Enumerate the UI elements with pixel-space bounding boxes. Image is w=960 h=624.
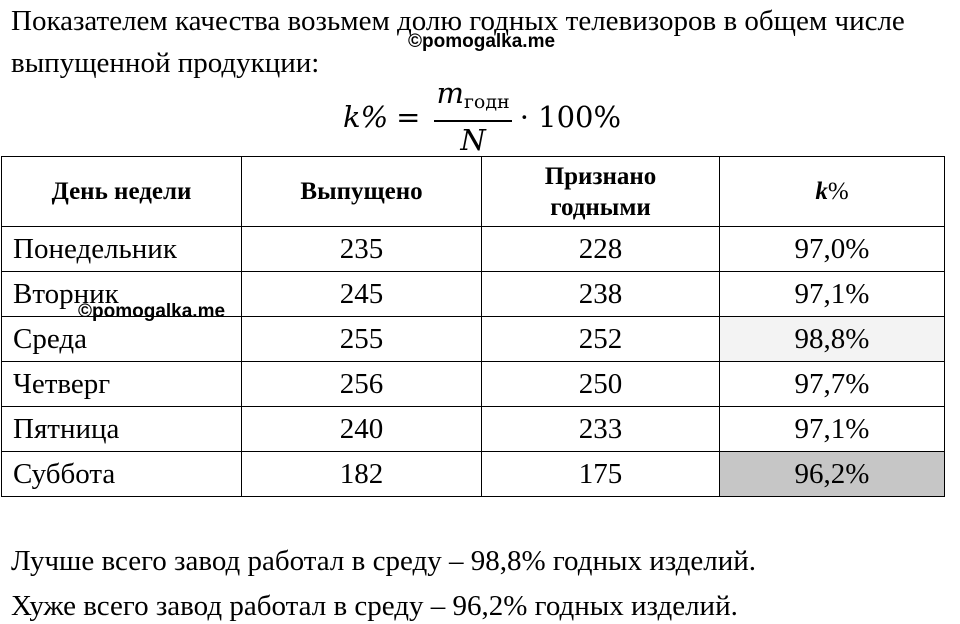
cell-approved: 228 <box>482 227 720 272</box>
cell-approved: 250 <box>482 362 720 407</box>
cell-released: 182 <box>242 452 482 497</box>
cell-released: 240 <box>242 407 482 452</box>
formula-multiplier: · 100% <box>519 100 622 134</box>
cell-approved: 175 <box>482 452 720 497</box>
header-day: День недели <box>2 157 242 227</box>
cell-released: 245 <box>242 272 482 317</box>
header-k <box>720 157 945 227</box>
formula-lhs: k% <box>343 100 389 134</box>
cell-released: 235 <box>242 227 482 272</box>
cell-k: 97,1% <box>720 407 945 452</box>
table-row <box>2 362 945 407</box>
cell-approved: 238 <box>482 272 720 317</box>
cell-released: 256 <box>242 362 482 407</box>
header-approved-label: Признано годными <box>544 162 657 221</box>
watermark-table: ©pomogalka.me <box>78 301 226 322</box>
header-k-percent: % <box>827 178 849 205</box>
formula-numerator-var: m <box>436 75 464 110</box>
formula-denominator: N <box>460 122 486 157</box>
table-row <box>2 227 945 272</box>
intro-paragraph: Показателем качества возьмем долю годных телевизоров в общем числе выпущенной продукции: <box>11 5 905 79</box>
header-approved <box>482 157 720 227</box>
cell-day: Вторник <box>2 272 242 317</box>
cell-approved: 233 <box>482 407 720 452</box>
cell-day: Пятница <box>2 407 242 452</box>
quality-formula <box>343 75 622 157</box>
formula-equals: = <box>396 100 421 134</box>
cell-day: Четверг <box>2 362 242 407</box>
table-row <box>2 317 945 362</box>
cell-k-worst: 96,2% <box>720 452 945 497</box>
quality-table <box>1 156 945 497</box>
table-row <box>2 452 945 497</box>
cell-k: 97,0% <box>720 227 945 272</box>
table-row <box>2 407 945 452</box>
formula-numerator <box>434 77 511 122</box>
cell-approved: 252 <box>482 317 720 362</box>
formula-fraction <box>434 77 511 158</box>
cell-day: Суббота <box>2 452 242 497</box>
cell-day: Понедельник <box>2 227 242 272</box>
header-k-letter: k <box>815 178 828 205</box>
cell-k: 97,7% <box>720 362 945 407</box>
cell-k: 97,1% <box>720 272 945 317</box>
cell-k-best: 98,8% <box>720 317 945 362</box>
cell-day: Среда <box>2 317 242 362</box>
header-released: Выпущено <box>242 157 482 227</box>
watermark-top: ©pomogalka.me <box>408 31 556 52</box>
cell-released: 255 <box>242 317 482 362</box>
formula-numerator-sub: годн <box>463 90 510 113</box>
conclusion-worst: Хуже всего завод работал в среду – 96,2% годных изделий. <box>11 590 738 622</box>
table-header-row <box>2 157 945 227</box>
conclusion-best: Лучше всего завод работал в среду – 98,8% годных изделий. <box>11 545 757 577</box>
